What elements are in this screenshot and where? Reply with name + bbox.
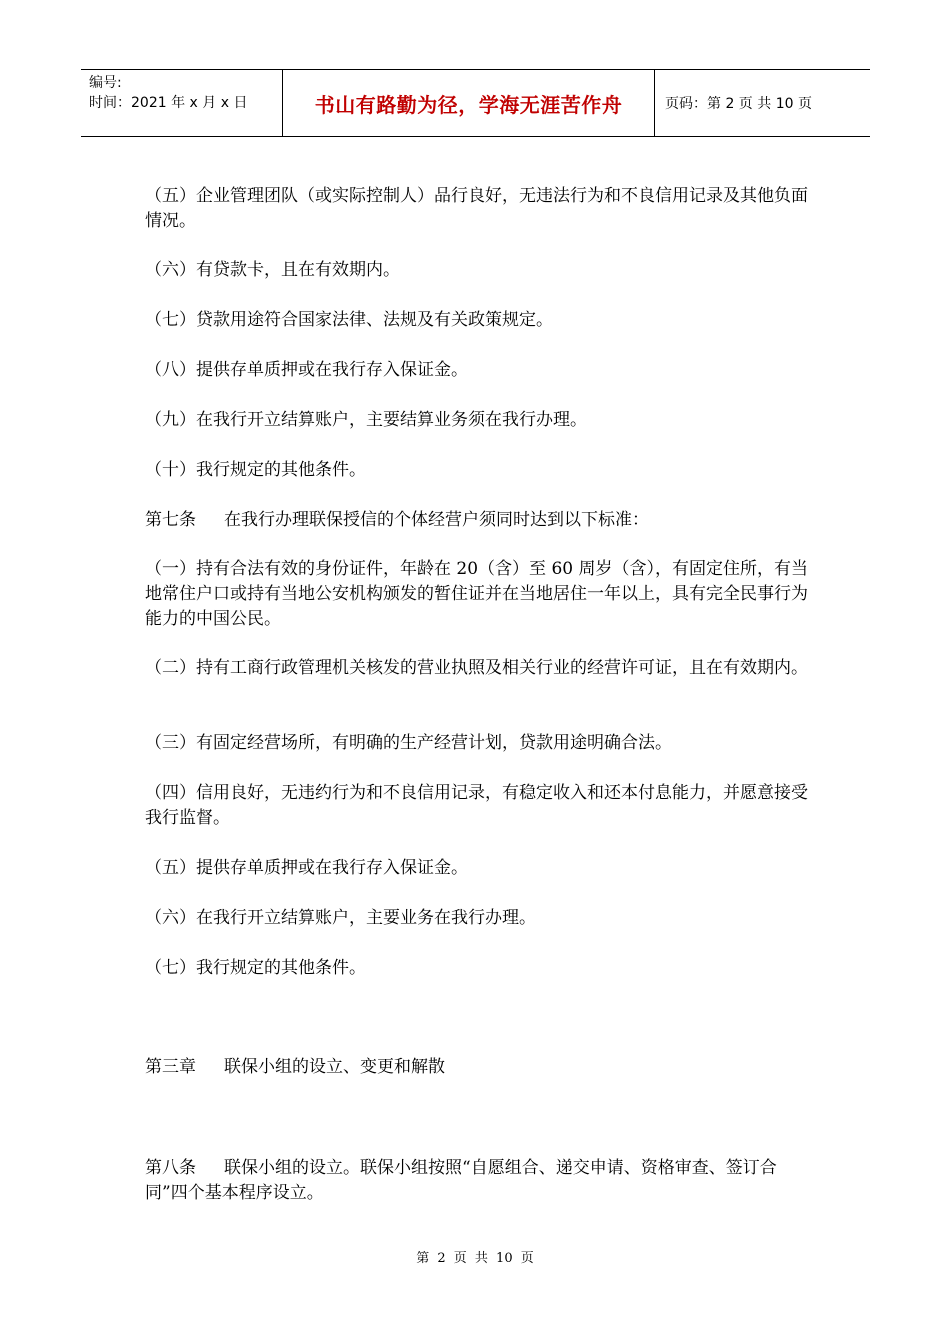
document-number-label: 编号: bbox=[89, 75, 122, 91]
paragraph: （一）持有合法有效的身份证件，年龄在 20（含）至 60 周岁（含），有固定住所，有当地常住户口或持有当地公安机构颁发的暂住证并在当地居住一年以上，具有完全民事行为能力的中国公民。 bbox=[145, 559, 808, 629]
chapter-3-label: 第三章 bbox=[145, 1057, 196, 1077]
header-page-info-cell bbox=[655, 70, 870, 136]
article-8-label: 第八条 bbox=[145, 1158, 196, 1178]
page-footer: 第 2 页 共 10 页 bbox=[416, 1251, 534, 1266]
paragraph: （六）有贷款卡，且在有效期内。 bbox=[145, 260, 400, 280]
paragraph: （九）在我行开立结算账户，主要结算业务须在我行办理。 bbox=[145, 410, 587, 430]
chapter-3-heading bbox=[145, 1055, 810, 1080]
paragraph: （六）在我行开立结算账户，主要业务在我行办理。 bbox=[145, 908, 536, 928]
article-7-text: 在我行办理联保授信的个体经营户须同时达到以下标准： bbox=[224, 510, 649, 530]
article-8 bbox=[145, 1156, 810, 1206]
paragraph: （七）贷款用途符合国家法律、法规及有关政策规定。 bbox=[145, 310, 553, 330]
header-page-info: 页码：第 2 页 共 10 页 bbox=[665, 96, 812, 112]
paragraph: （三）有固定经营场所，有明确的生产经营计划，贷款用途明确合法。 bbox=[145, 733, 672, 753]
article-7 bbox=[145, 508, 810, 533]
paragraph: （二）持有工商行政管理机关核发的营业执照及相关行业的经营许可证，且在有效期内。 bbox=[145, 658, 808, 678]
paragraph: （八）提供存单质押或在我行存入保证金。 bbox=[145, 360, 468, 380]
header-meta bbox=[81, 70, 282, 136]
paragraph: （五）企业管理团队（或实际控制人）品行良好，无违法行为和不良信用记录及其他负面情况。 bbox=[145, 186, 808, 231]
header-motto-cell bbox=[282, 70, 655, 136]
article-8-text: 联保小组的设立。联保小组按照“自愿组合、递交申请、资格审查、签订合同”四个基本程序设立。 bbox=[145, 1158, 777, 1203]
chapter-3-title: 联保小组的设立、变更和解散 bbox=[224, 1057, 445, 1077]
document-date: 时间：2021 年 x 月 x 日 bbox=[89, 95, 248, 111]
header-motto: 书山有路勤为径，学海无涯苦作舟 bbox=[314, 92, 623, 117]
paragraph: （四）信用良好，无违约行为和不良信用记录，有稳定收入和还本付息能力，并愿意接受我行监督。 bbox=[145, 783, 808, 828]
paragraph: （十）我行规定的其他条件。 bbox=[145, 460, 366, 480]
paragraph: （七）我行规定的其他条件。 bbox=[145, 958, 366, 978]
paragraph: （五）提供存单质押或在我行存入保证金。 bbox=[145, 858, 468, 878]
page-header bbox=[81, 69, 870, 137]
article-7-label: 第七条 bbox=[145, 510, 196, 530]
